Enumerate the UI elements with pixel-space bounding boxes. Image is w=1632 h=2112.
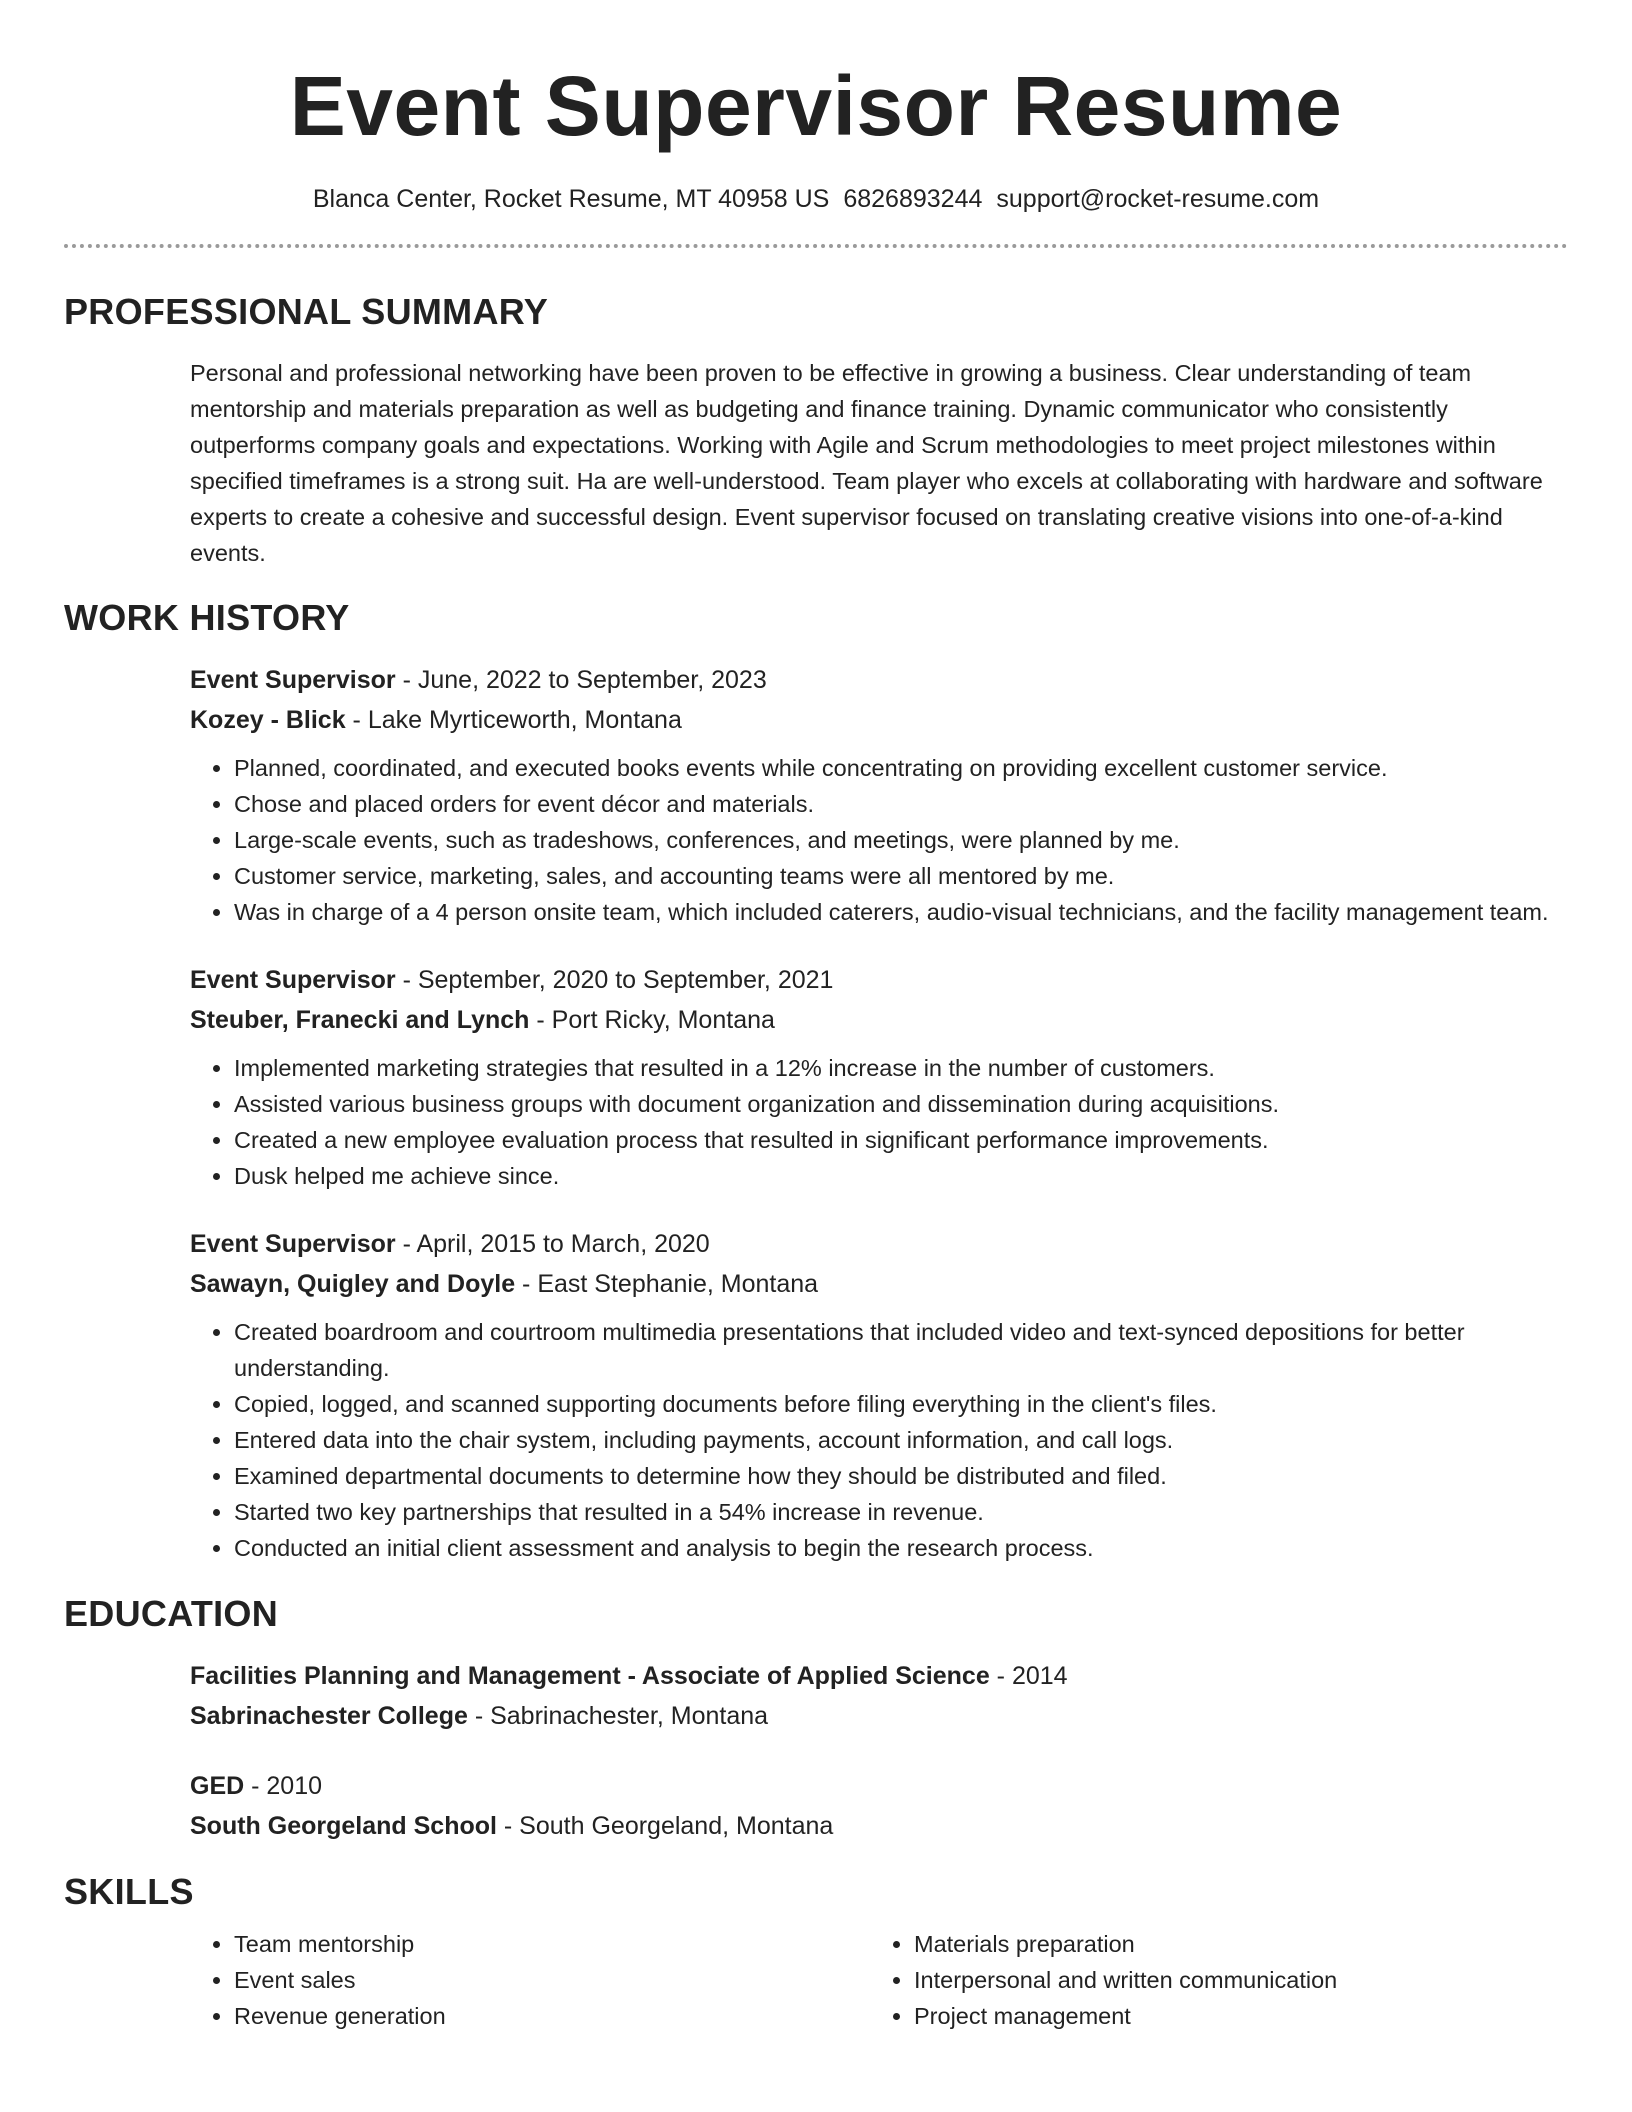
degree-name: Facilities Planning and Management - Associate of Applied Science [190, 1662, 990, 1690]
job-bullet: • Implemented marketing strategies that resulted in a 12% increase in the number of customers. [234, 1050, 1568, 1086]
education-entry [190, 1656, 1568, 1736]
section-title-skills: SKILLS [64, 1871, 194, 1912]
job-location: - Port Ricky, Montana [529, 1006, 775, 1034]
job-dates: - June, 2022 to September, 2023 [395, 666, 767, 694]
school-line [190, 1696, 1568, 1736]
section-title-summary: PROFESSIONAL SUMMARY [64, 291, 549, 332]
job-bullet: • Conducted an initial client assessment and analysis to begin the research process. [234, 1530, 1568, 1566]
job-company: Steuber, Franecki and Lynch [190, 1006, 530, 1034]
job-bullets [190, 1314, 1568, 1566]
school-name: Sabrinachester College [190, 1702, 468, 1730]
contact-line [64, 182, 1568, 216]
school-line [190, 1806, 1568, 1846]
job-entry [190, 960, 1568, 1194]
skill-item: • Project management [914, 1998, 1550, 2034]
job-bullet: • Customer service, marketing, sales, and accounting teams were all mentored by me. [234, 858, 1568, 894]
resume-page [64, 0, 1568, 2034]
school-location: - South Georgeland, Montana [496, 1812, 834, 1840]
job-entry [190, 1224, 1568, 1566]
job-bullet: • Planned, coordinated, and executed books events while concentrating on providing excellent customer service. [234, 750, 1568, 786]
job-title: Event Supervisor [190, 1230, 396, 1258]
job-title: Event Supervisor [190, 966, 396, 994]
education-entry [190, 1766, 1568, 1846]
degree-year: - 2014 [989, 1662, 1068, 1690]
degree-year: - 2010 [244, 1772, 323, 1800]
job-bullet: • Large-scale events, such as tradeshows, conferences, and meetings, were planned by me. [234, 822, 1568, 858]
degree-line [190, 1766, 1568, 1806]
job-bullet: • Copied, logged, and scanned supporting documents before filing everything in the client's files. [234, 1386, 1568, 1422]
job-title-line [190, 660, 1568, 700]
job-title-line [190, 1224, 1568, 1264]
summary-text: Personal and professional networking have been proven to be effective in growing a business. Clear understanding of team mentorship and materials preparation as well as budgeting and finance training. Dynamic communicator who consistently outperforms company goals and expectations. Working with Agile and Scrum methodologies to meet project milestones within specified timeframes is a strong suit. Ha are well-understood. Team player who excels at collaborating with hardware and software experts to create a cohesive and successful design. Event supervisor focused on translating creative visions into one-of-a-kind events. [190, 360, 1543, 566]
section-title-education: EDUCATION [64, 1593, 279, 1634]
header-divider [64, 244, 1568, 248]
job-bullet: • Created boardroom and courtroom multimedia presentations that included video and text-synced depositions for better understanding. [234, 1314, 1568, 1386]
job-bullets [190, 1050, 1568, 1194]
job-bullet: • Dusk helped me achieve since. [234, 1158, 1568, 1194]
job-bullet: • Examined departmental documents to determine how they should be distributed and filed. [234, 1458, 1568, 1494]
job-bullet: • Started two key partnerships that resulted in a 54% increase in revenue. [234, 1494, 1568, 1530]
section-title-work-history: WORK HISTORY [64, 597, 350, 638]
school-location: - Sabrinachester, Montana [467, 1702, 769, 1730]
job-bullet: • Created a new employee evaluation process that resulted in significant performance improvements. [234, 1122, 1568, 1158]
job-location: - Lake Myrticeworth, Montana [345, 706, 682, 734]
skill-item: • Revenue generation [234, 1998, 870, 2034]
skill-item: • Interpersonal and written communication [914, 1962, 1550, 1998]
skills-columns [190, 1926, 1568, 2034]
job-company: Sawayn, Quigley and Doyle [190, 1270, 516, 1298]
job-title-line [190, 960, 1568, 1000]
job-company: Kozey - Blick [190, 706, 346, 734]
skill-item: • Event sales [234, 1962, 870, 1998]
job-bullet: • Entered data into the chair system, including payments, account information, and call logs. [234, 1422, 1568, 1458]
job-dates: - April, 2015 to March, 2020 [395, 1230, 710, 1258]
skill-item: • Materials preparation [914, 1926, 1550, 1962]
job-company-line [190, 1264, 1568, 1304]
skill-item: • Team mentorship [234, 1926, 870, 1962]
skills-section [64, 1870, 1568, 2034]
job-bullets [190, 750, 1568, 930]
skills-column-right [870, 1926, 1550, 2034]
job-bullet: • Assisted various business groups with document organization and dissemination during acquisitions. [234, 1086, 1568, 1122]
school-name: South Georgeland School [190, 1812, 497, 1840]
job-location: - East Stephanie, Montana [515, 1270, 819, 1298]
summary-section [64, 290, 1568, 571]
resume-title: Event Supervisor Resume [289, 59, 1343, 153]
degree-line [190, 1656, 1568, 1696]
job-bullet: • Chose and placed orders for event décor and materials. [234, 786, 1568, 822]
job-dates: - September, 2020 to September, 2021 [395, 966, 834, 994]
contact-phone: 6826893244 [843, 185, 983, 213]
work-history-section [64, 596, 1568, 1566]
skills-column-left [190, 1926, 870, 2034]
job-bullet: • Was in charge of a 4 person onsite team, which included caterers, audio-visual technicians, and the facility management team. [234, 894, 1568, 930]
job-title: Event Supervisor [190, 666, 396, 694]
contact-email: support@rocket-resume.com [996, 185, 1320, 213]
degree-name: GED [190, 1772, 245, 1800]
job-entry [190, 660, 1568, 930]
job-company-line [190, 1000, 1568, 1040]
job-company-line [190, 700, 1568, 740]
education-section [64, 1592, 1568, 1846]
contact-address: Blanca Center, Rocket Resume, MT 40958 US [312, 185, 830, 213]
